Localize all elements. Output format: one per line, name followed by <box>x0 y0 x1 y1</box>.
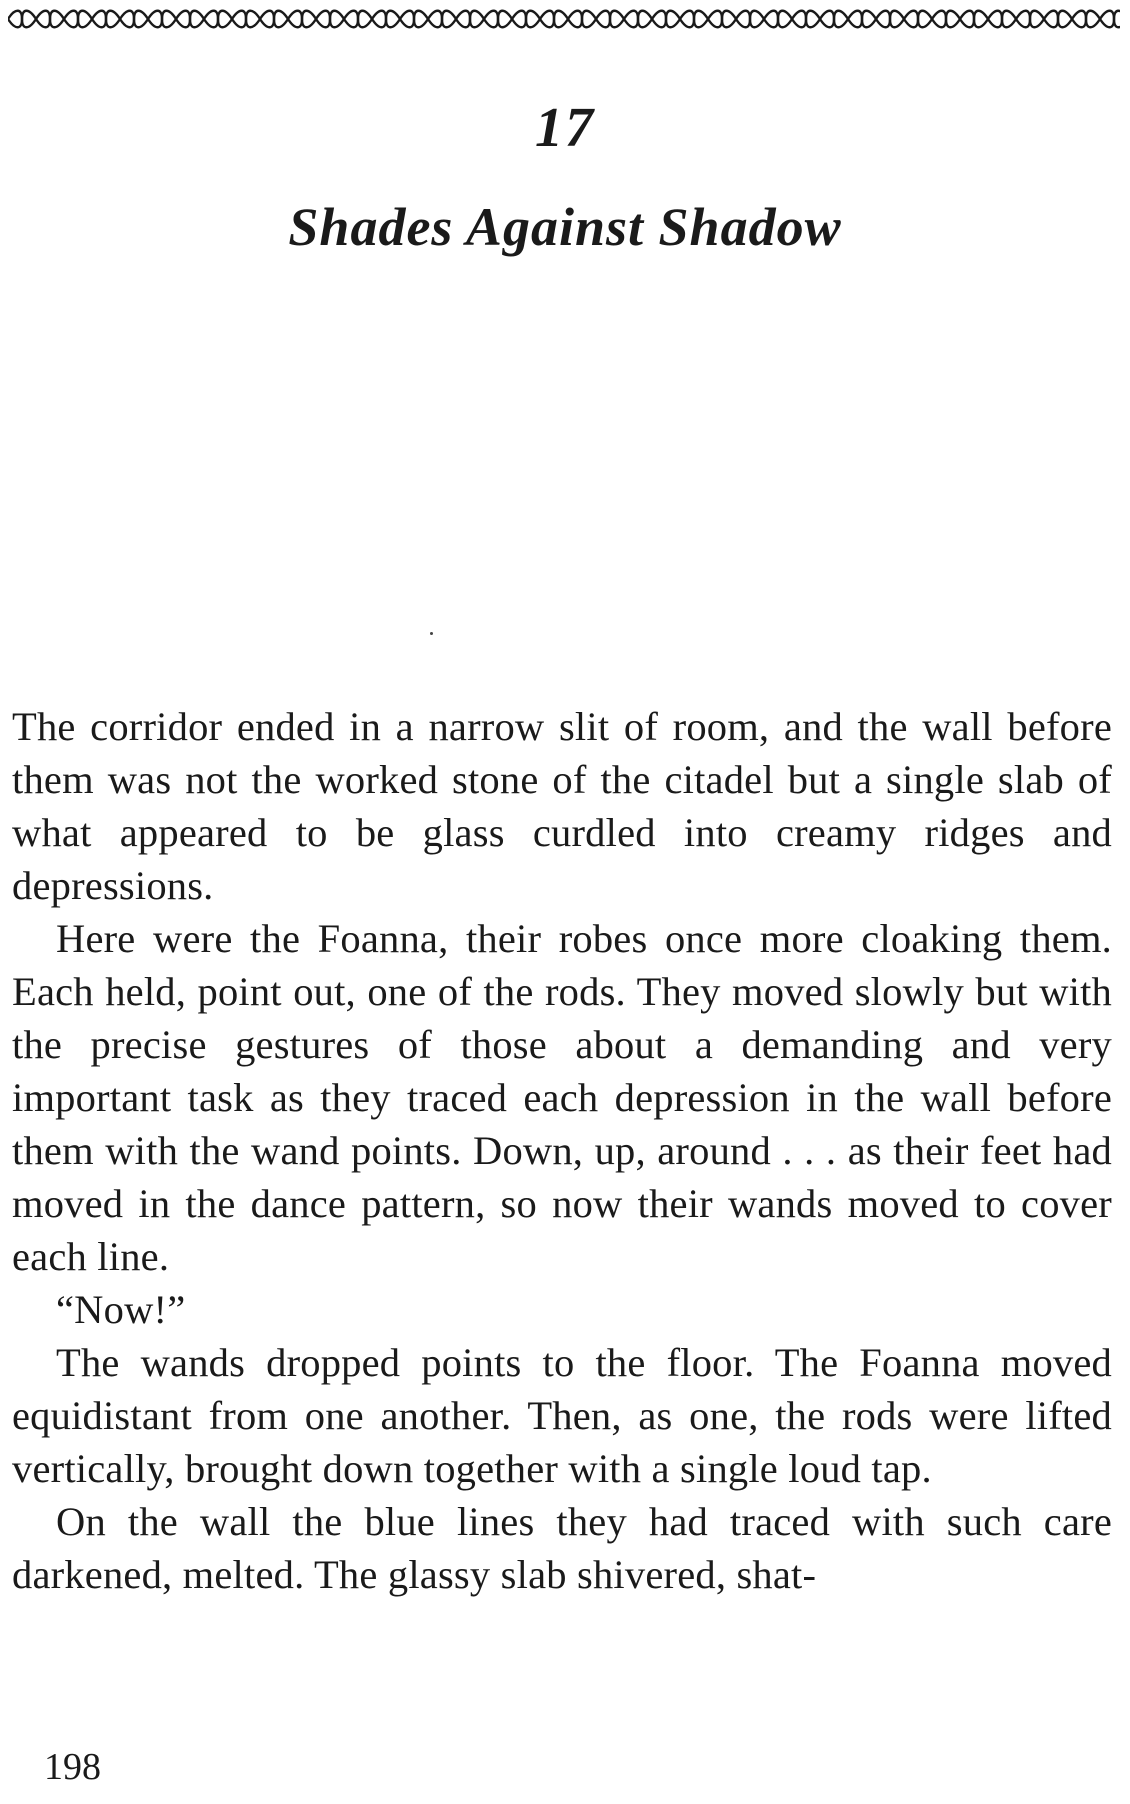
chapter-title: Shades Against Shadow <box>288 197 842 257</box>
chapter-number: 17 <box>535 97 595 159</box>
paragraph: “Now!” <box>56 1287 186 1332</box>
ink-speck <box>430 632 433 635</box>
wave-border-icon <box>8 6 1120 32</box>
body-text <box>12 700 1112 1601</box>
page-number: 198 <box>44 1746 101 1788</box>
paragraph: On the wall the blue lines they had traced with such care darkened, melted. The glassy slab shivered, shat- <box>12 1499 1112 1597</box>
paragraph: The corridor ended in a narrow slit of room, and the wall before them was not the worked stone of the citadel but a single slab of what appeared to be glass curdled into creamy ridges and depressions. <box>12 704 1112 908</box>
paragraph: The wands dropped points to the floor. The Foanna moved equidistant from one another. Then, as one, the rods were lifted vertically, brought down together with a single loud tap. <box>12 1340 1112 1491</box>
paragraph: Here were the Foanna, their robes once more cloaking them. Each held, point out, one of the rods. They moved slowly but with the precise gestures of those about a demanding and very important task as they traced each depression in the wall before them with the wand points. Down, up, around . . . as their feet had moved in the dance pattern, so now their wands moved to cover each line. <box>12 916 1112 1279</box>
